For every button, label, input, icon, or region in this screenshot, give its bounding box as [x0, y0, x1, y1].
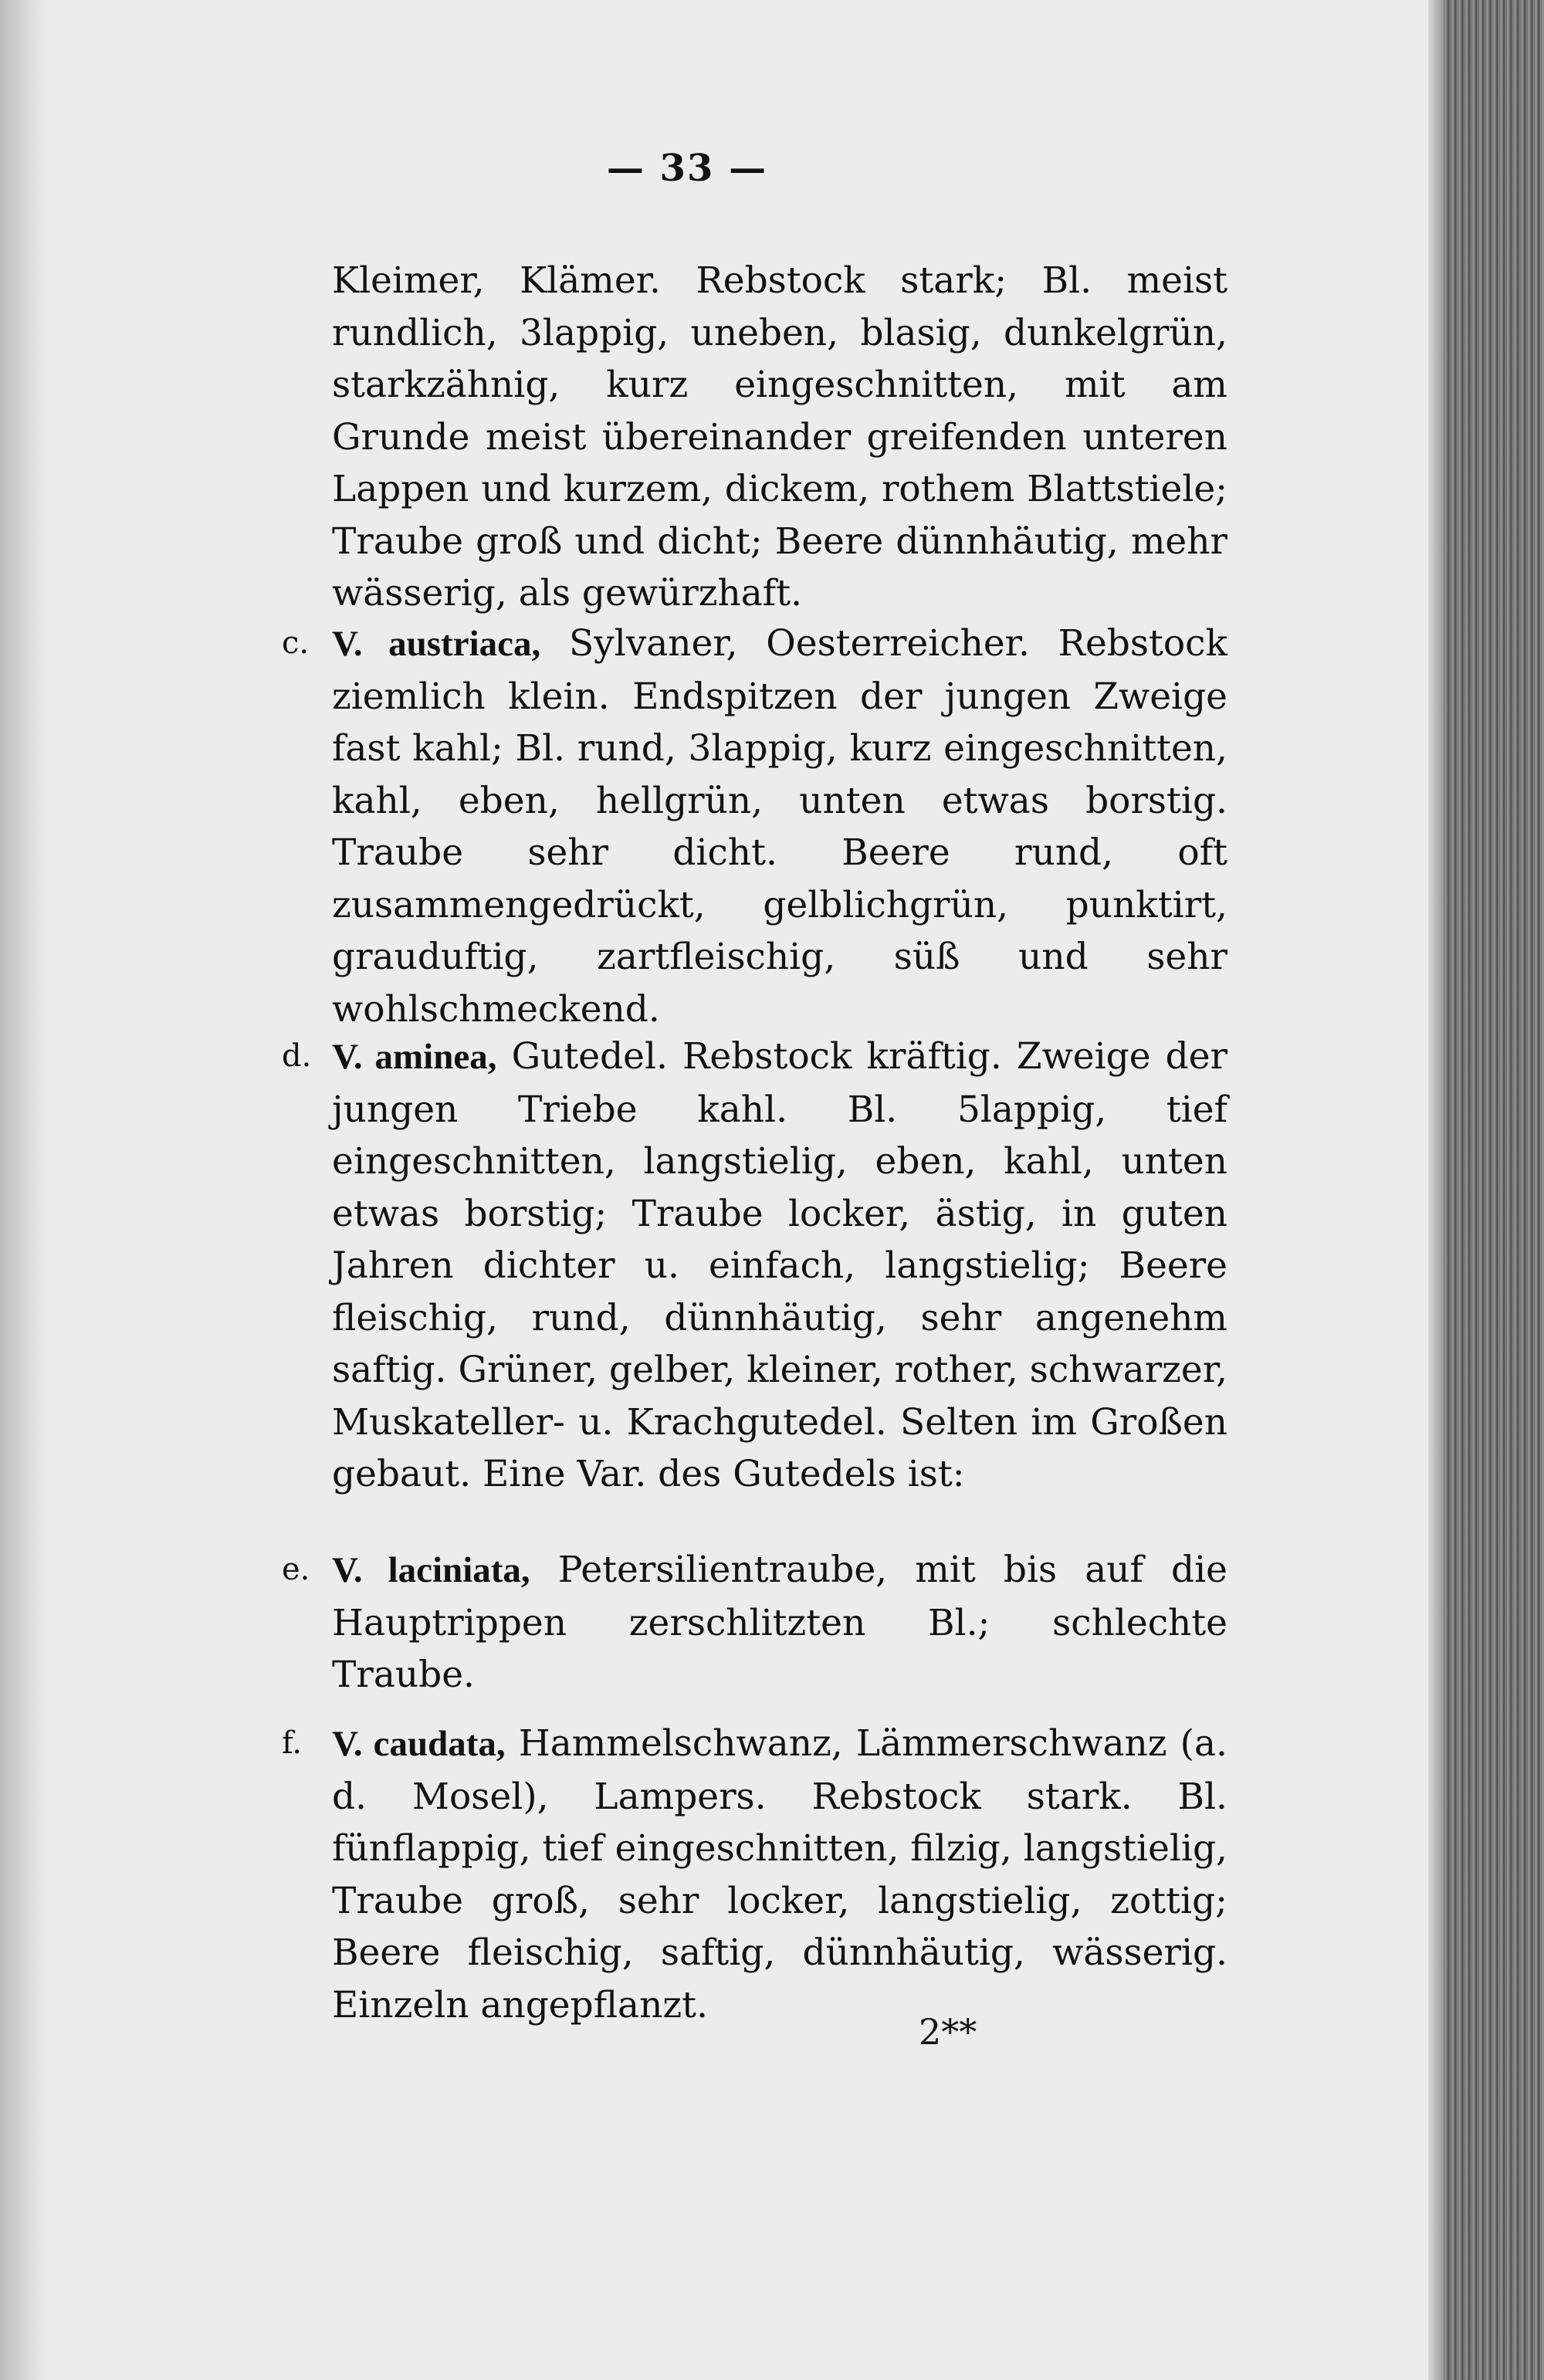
entry-letter: e. — [282, 1552, 310, 1587]
entry-latin-name: V. austriaca, — [332, 624, 541, 664]
entry-latin-name: V. aminea, — [332, 1037, 497, 1077]
entry-c — [282, 618, 1227, 1035]
entry-e — [282, 1544, 1227, 1701]
page-number: — 33 — — [606, 147, 768, 190]
entry-f — [282, 1718, 1227, 2031]
book-fore-edge — [1444, 0, 1544, 2380]
intro-text: Kleimer, Klämer. Rebstock stark; Bl. meist rundlich, 3lappig, uneben, blasig, dunkelgrün, starkzähnig, kurz eingeschnitten, mit am Grunde meist übereinander greifenden unteren Lappen und kurzem, dickem, rothem Blattstiele; Traube groß und dicht; Beere dünnhäutig, mehr wässerig, als gewürzhaft. — [332, 259, 1227, 614]
entry-d — [282, 1031, 1227, 1501]
entry-text: Sylvaner, Oesterreicher. Rebstock ziemlich klein. Endspitzen der jungen Zweige fast kahl; Bl. rund, 3lappig, kurz eingeschnitten, kahl, eben, hellgrün, unten etwas borstig. Traube sehr dicht. Beere rund, oft zusammengedrückt, gelblichgrün, punktirt, grauduftig, zartfleischig, süß und sehr wohlschmeckend. — [332, 622, 1227, 1031]
entry-latin-name: V. laciniata, — [332, 1550, 530, 1590]
page-edge-shadow — [1428, 0, 1444, 2380]
entry-letter: d. — [282, 1038, 312, 1074]
entry-text: Petersilientraube, mit bis auf die Hauptrippen zerschlitzten Bl.; schlechte Traube. — [332, 1549, 1227, 1696]
intro-paragraph — [332, 255, 1227, 620]
entry-latin-name: V. caudata, — [332, 1724, 506, 1764]
entry-letter: f. — [282, 1725, 303, 1761]
entry-text: Gutedel. Rebstock kräftig. Zweige der jungen Triebe kahl. Bl. 5lappig, tief eingeschnitten, langstielig, eben, kahl, unten etwas borstig; Traube locker, ästig, in guten Jahren dichter u. einfach, langstielig; Beere fleischig, rund, dünnhäutig, sehr angenehm saftig. Grüner, gelber, kleiner, rother, schwarzer, Muskateller- u. Krachgutedel. Selten im Großen gebaut. Eine Var. des Gutedels ist: — [332, 1035, 1227, 1495]
entry-letter: c. — [282, 625, 310, 661]
page-gutter — [0, 0, 46, 2380]
entry-text: Hammelschwanz, Lämmerschwanz (a. d. Mosel), Lampers. Rebstock stark. Bl. fünflappig, tief eingeschnitten, filzig, langstielig, Traube groß, sehr locker, langstielig, zottig; Beere fleischig, saftig, dünnhäutig, wässerig. Einzeln angepflanzt. — [332, 1722, 1227, 2026]
signature-mark: 2** — [919, 2011, 977, 2053]
